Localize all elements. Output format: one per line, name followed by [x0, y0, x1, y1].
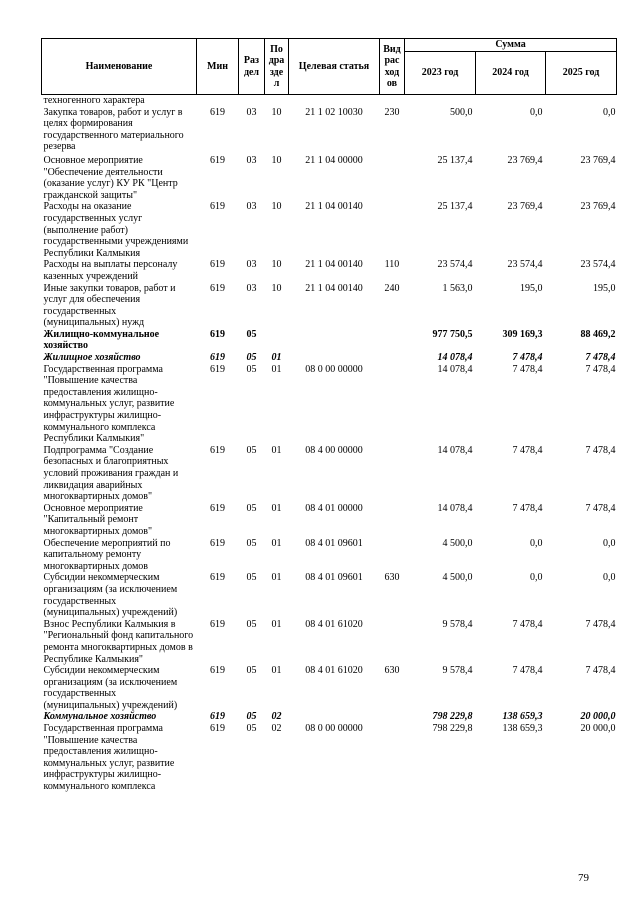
cell-celevaya: 08 4 00 00000	[305, 444, 363, 456]
cell-name: Жилищное хозяйство	[43, 352, 141, 364]
cell-podrazd: 10	[271, 154, 282, 166]
cell-sum-2024: 23 769,4	[507, 201, 543, 213]
cell-celevaya: 08 4 01 09601	[305, 537, 363, 549]
cell-sum-2023: 798 229,8	[432, 723, 473, 735]
table-row	[42, 283, 617, 329]
cell-razd: 03	[246, 259, 257, 271]
header-year-2023: 2023 год	[405, 52, 476, 95]
cell-min: 619	[210, 572, 225, 584]
cell-podrazd	[265, 329, 289, 352]
cell-sum-2025: 88 469,2	[580, 328, 616, 340]
cell-min: 619	[210, 201, 225, 213]
cell-razd: 03	[246, 154, 257, 166]
cell-celevaya	[289, 329, 380, 352]
cell-razd: 05	[246, 618, 257, 630]
cell-razd: 05	[246, 328, 257, 340]
table-row	[42, 259, 617, 282]
table-row	[42, 95, 617, 107]
table-header	[42, 39, 617, 95]
table-row	[42, 107, 617, 153]
cell-podrazd: 02	[271, 711, 282, 723]
cell-celevaya: 08 4 01 09601	[305, 572, 363, 584]
cell-podrazd: 01	[271, 352, 282, 364]
header-year-2025: 2025 год	[546, 52, 617, 95]
table-row	[42, 329, 617, 352]
cell-vid: 630	[384, 572, 400, 584]
cell-celevaya: 08 4 01 61020	[305, 665, 363, 677]
cell-sum-2024: 7 478,4	[512, 502, 543, 514]
cell-podrazd: 10	[271, 201, 282, 213]
cell-razd: 05	[246, 537, 257, 549]
cell-podrazd: 10	[271, 282, 282, 294]
cell-celevaya: 08 0 00 00000	[305, 723, 363, 735]
table-row	[42, 352, 617, 364]
cell-sum-2025: 7 478,4	[585, 444, 616, 456]
cell-sum-2024: 138 659,3	[502, 723, 543, 735]
cell-sum-2025: 23 574,4	[580, 259, 616, 271]
cell-sum-2024: 309 169,3	[502, 328, 543, 340]
cell-name: Расходы на оказание государственных услуг (выполнение работ) государственными учреждениями Республики Калмыкия	[43, 201, 189, 259]
cell-sum-2025: 23 769,4	[580, 154, 616, 166]
table-row	[42, 665, 617, 711]
cell-sum-2024: 7 478,4	[512, 363, 543, 375]
cell-vid: 240	[384, 282, 400, 294]
cell-vid: 230	[384, 106, 400, 118]
cell-sum-2023: 798 229,8	[432, 711, 473, 723]
cell-sum-2024: 23 769,4	[507, 154, 543, 166]
table-row	[42, 723, 617, 793]
cell-name: Обеспечение мероприятий по капитальному ремонту многоквартирных домов	[43, 537, 171, 572]
cell-name: Взнос Республики Калмыкия в "Региональный фонд капитального ремонта многоквартирных домов в Республике Калмыкия"	[43, 618, 194, 665]
cell-min: 619	[210, 711, 225, 723]
cell-min: 619	[210, 328, 225, 340]
cell-podrazd: 01	[271, 618, 282, 630]
cell-podrazd	[265, 95, 289, 107]
cell-celevaya: 21 1 04 00140	[305, 259, 363, 271]
cell-podrazd: 10	[271, 259, 282, 271]
cell-podrazd: 10	[271, 106, 282, 118]
cell-name: Иные закупки товаров, работ и услуг для обеспечения государственных (муниципальных) нужд	[43, 282, 176, 329]
cell-vid	[380, 503, 405, 538]
cell-sum-2023: 14 078,4	[437, 444, 473, 456]
cell-sum-2025: 7 478,4	[585, 352, 616, 364]
cell-celevaya: 21 1 02 10030	[305, 106, 363, 118]
cell-celevaya	[289, 352, 380, 364]
cell-sum-2023: 23 574,4	[437, 259, 473, 271]
cell-sum-2023	[405, 95, 476, 107]
cell-min: 619	[210, 537, 225, 549]
cell-name: Закупка товаров, работ и услуг в целях формирования государственного материального резерва	[43, 106, 184, 153]
cell-sum-2025: 7 478,4	[585, 363, 616, 375]
cell-sum-2025: 20 000,0	[580, 723, 616, 735]
header-year-2024: 2024 год	[476, 52, 546, 95]
cell-razd: 05	[246, 572, 257, 584]
table-row	[42, 711, 617, 723]
cell-podrazd: 01	[271, 444, 282, 456]
cell-celevaya: 21 1 04 00140	[305, 201, 363, 213]
cell-sum-2023: 14 078,4	[437, 502, 473, 514]
table-body	[42, 95, 617, 793]
cell-sum-2025: 195,0	[593, 282, 616, 294]
cell-sum-2025: 0,0	[603, 537, 616, 549]
cell-min: 619	[210, 665, 225, 677]
cell-sum-2023: 977 750,5	[432, 328, 473, 340]
cell-sum-2023: 4 500,0	[442, 572, 473, 584]
cell-podrazd: 01	[271, 502, 282, 514]
cell-vid	[380, 619, 405, 665]
cell-sum-2023: 25 137,4	[437, 201, 473, 213]
cell-podrazd: 02	[271, 723, 282, 735]
table-row	[42, 445, 617, 503]
budget-table	[41, 38, 617, 793]
cell-name: Коммунальное хозяйство	[43, 711, 157, 723]
cell-podrazd: 01	[271, 363, 282, 375]
cell-name: техногенного характера	[43, 95, 145, 106]
cell-vid	[380, 723, 405, 793]
cell-razd: 05	[246, 444, 257, 456]
cell-podrazd: 01	[271, 665, 282, 677]
cell-sum-2023: 500,0	[450, 106, 473, 118]
cell-razd: 05	[246, 363, 257, 375]
cell-sum-2023: 25 137,4	[437, 154, 473, 166]
cell-vid	[380, 364, 405, 445]
cell-sum-2024: 0,0	[530, 106, 543, 118]
cell-min: 619	[210, 723, 225, 735]
header-razd: Раз дел	[239, 39, 265, 95]
cell-razd: 03	[246, 201, 257, 213]
cell-sum-2024: 7 478,4	[512, 352, 543, 364]
cell-sum-2024: 0,0	[530, 572, 543, 584]
header-vid: Вид рас ход ов	[380, 39, 405, 95]
table-row	[42, 572, 617, 618]
cell-razd: 05	[246, 723, 257, 735]
cell-sum-2024: 7 478,4	[512, 665, 543, 677]
cell-name: Жилищно-коммунальное хозяйство	[43, 328, 160, 352]
header-celevaya: Целевая статья	[289, 39, 380, 95]
cell-vid	[380, 153, 405, 201]
cell-sum-2024: 7 478,4	[512, 444, 543, 456]
cell-sum-2023: 14 078,4	[437, 363, 473, 375]
cell-name: Основное мероприятие "Обеспечение деятельности (оказание услуг) КУ РК "Центр гражданской защиты"	[43, 154, 178, 201]
cell-razd: 03	[246, 282, 257, 294]
cell-vid	[380, 352, 405, 364]
cell-vid	[380, 201, 405, 259]
cell-vid	[380, 538, 405, 573]
cell-name: Подпрограмма "Создание безопасных и благоприятных условий проживания граждан и ликвидация аварийных многоквартирных домов"	[43, 444, 179, 503]
table-row	[42, 201, 617, 259]
cell-vid: 630	[384, 665, 400, 677]
cell-sum-2025: 23 769,4	[580, 201, 616, 213]
cell-name: Субсидии некоммерческим организациям (за исключением государственных (муниципальных) учреждений)	[43, 665, 178, 711]
table-row	[42, 503, 617, 538]
cell-min: 619	[210, 363, 225, 375]
cell-sum-2025: 7 478,4	[585, 502, 616, 514]
cell-name: Основное мероприятие "Капитальный ремонт многоквартирных домов"	[43, 502, 153, 537]
cell-vid	[380, 95, 405, 107]
header-min: Мин	[197, 39, 239, 95]
cell-razd: 05	[246, 502, 257, 514]
cell-min: 619	[210, 352, 225, 364]
cell-celevaya: 08 0 00 00000	[305, 363, 363, 375]
page-number: 79	[578, 872, 589, 884]
cell-min: 619	[210, 259, 225, 271]
cell-sum-2025: 0,0	[603, 106, 616, 118]
cell-min: 619	[210, 502, 225, 514]
cell-razd	[239, 95, 265, 107]
cell-razd: 05	[246, 665, 257, 677]
cell-vid	[380, 445, 405, 503]
cell-vid: 110	[384, 259, 400, 271]
cell-name: Государственная программа "Повышение качества предоставления жилищно-коммунальных услуг, развитие инфраструктуры жилищно-коммунального комплекса	[43, 723, 175, 793]
header-name: Наименование	[42, 39, 197, 95]
cell-sum-2024	[476, 95, 546, 107]
cell-celevaya: 08 4 01 61020	[305, 618, 363, 630]
cell-razd: 03	[246, 106, 257, 118]
cell-sum-2024: 195,0	[520, 282, 543, 294]
cell-min: 619	[210, 618, 225, 630]
header-summa: Сумма	[405, 39, 617, 52]
table-row	[42, 619, 617, 665]
cell-vid	[380, 711, 405, 723]
cell-vid	[380, 329, 405, 352]
cell-razd: 05	[246, 352, 257, 364]
cell-celevaya: 21 1 04 00140	[305, 282, 363, 294]
cell-min: 619	[210, 444, 225, 456]
cell-celevaya	[289, 95, 380, 107]
cell-min: 619	[210, 282, 225, 294]
cell-sum-2023: 1 563,0	[442, 282, 473, 294]
cell-sum-2025: 20 000,0	[580, 711, 616, 723]
cell-sum-2024: 7 478,4	[512, 618, 543, 630]
cell-sum-2024: 138 659,3	[502, 711, 543, 723]
cell-sum-2023: 9 578,4	[442, 665, 473, 677]
table-row	[42, 538, 617, 573]
cell-min	[197, 95, 239, 107]
cell-sum-2025: 0,0	[603, 572, 616, 584]
cell-sum-2023: 14 078,4	[437, 352, 473, 364]
table-row	[42, 153, 617, 201]
cell-name: Субсидии некоммерческим организациям (за исключением государственных (муниципальных) учреждений)	[43, 572, 178, 619]
cell-celevaya: 21 1 04 00000	[305, 154, 363, 166]
cell-sum-2025: 7 478,4	[585, 618, 616, 630]
cell-sum-2025: 7 478,4	[585, 665, 616, 677]
cell-podrazd: 01	[271, 572, 282, 584]
cell-min: 619	[210, 106, 225, 118]
cell-sum-2024: 0,0	[530, 537, 543, 549]
cell-min: 619	[210, 154, 225, 166]
cell-name: Государственная программа "Повышение качества предоставления жилищно-коммунальных услуг, развитие инфраструктуры жилищно-коммунального комплекса Республики Калмыкия"	[43, 363, 175, 445]
cell-sum-2025	[546, 95, 617, 107]
cell-sum-2023: 4 500,0	[442, 537, 473, 549]
cell-sum-2024: 23 574,4	[507, 259, 543, 271]
cell-name: Расходы на выплаты персоналу казенных учреждений	[43, 259, 178, 282]
cell-sum-2023: 9 578,4	[442, 618, 473, 630]
cell-celevaya: 08 4 01 00000	[305, 502, 363, 514]
cell-podrazd: 01	[271, 537, 282, 549]
header-podrazd: По дра зде л	[265, 39, 289, 95]
cell-celevaya	[289, 711, 380, 723]
cell-razd: 05	[246, 711, 257, 723]
table-row	[42, 364, 617, 445]
